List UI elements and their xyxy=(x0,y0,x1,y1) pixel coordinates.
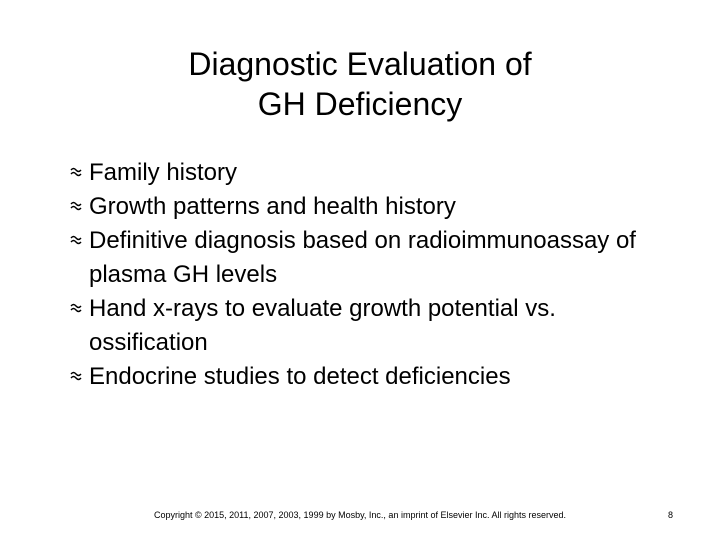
bullet-text: Endocrine studies to detect deficiencies xyxy=(89,363,511,390)
bullet-item-growth-patterns xyxy=(70,190,670,224)
bullet-list xyxy=(70,156,670,394)
bullet-item-hand-x-rays xyxy=(70,292,670,360)
wave-bullet-icon xyxy=(70,200,84,212)
wave-bullet-icon xyxy=(70,166,84,178)
bullet-text: Family history xyxy=(89,159,238,186)
bullet-item-endocrine-studies xyxy=(70,360,670,394)
bullet-text: Hand x-rays to evaluate growth potential vs. ossification xyxy=(89,295,556,356)
slide-title xyxy=(0,44,720,124)
page-number: 8 xyxy=(668,510,674,520)
slide-title-line-2: GH Deficiency xyxy=(257,86,463,122)
wave-bullet-icon xyxy=(70,234,84,246)
wave-bullet-icon xyxy=(70,302,84,314)
footer-copyright: Copyright © 2015, 2011, 2007, 2003, 1999 by Mosby, Inc., an imprint of Elsevier Inc. All rights reserved. xyxy=(153,510,567,520)
bullet-item-definitive-diagnosis xyxy=(70,224,670,292)
slide-title-line-1: Diagnostic Evaluation of xyxy=(188,46,532,82)
bullet-text: Growth patterns and health history xyxy=(89,193,456,220)
bullet-text: Definitive diagnosis based on radioimmunoassay of plasma GH levels xyxy=(89,227,636,288)
wave-bullet-icon xyxy=(70,370,84,382)
bullet-item-family-history xyxy=(70,156,670,190)
